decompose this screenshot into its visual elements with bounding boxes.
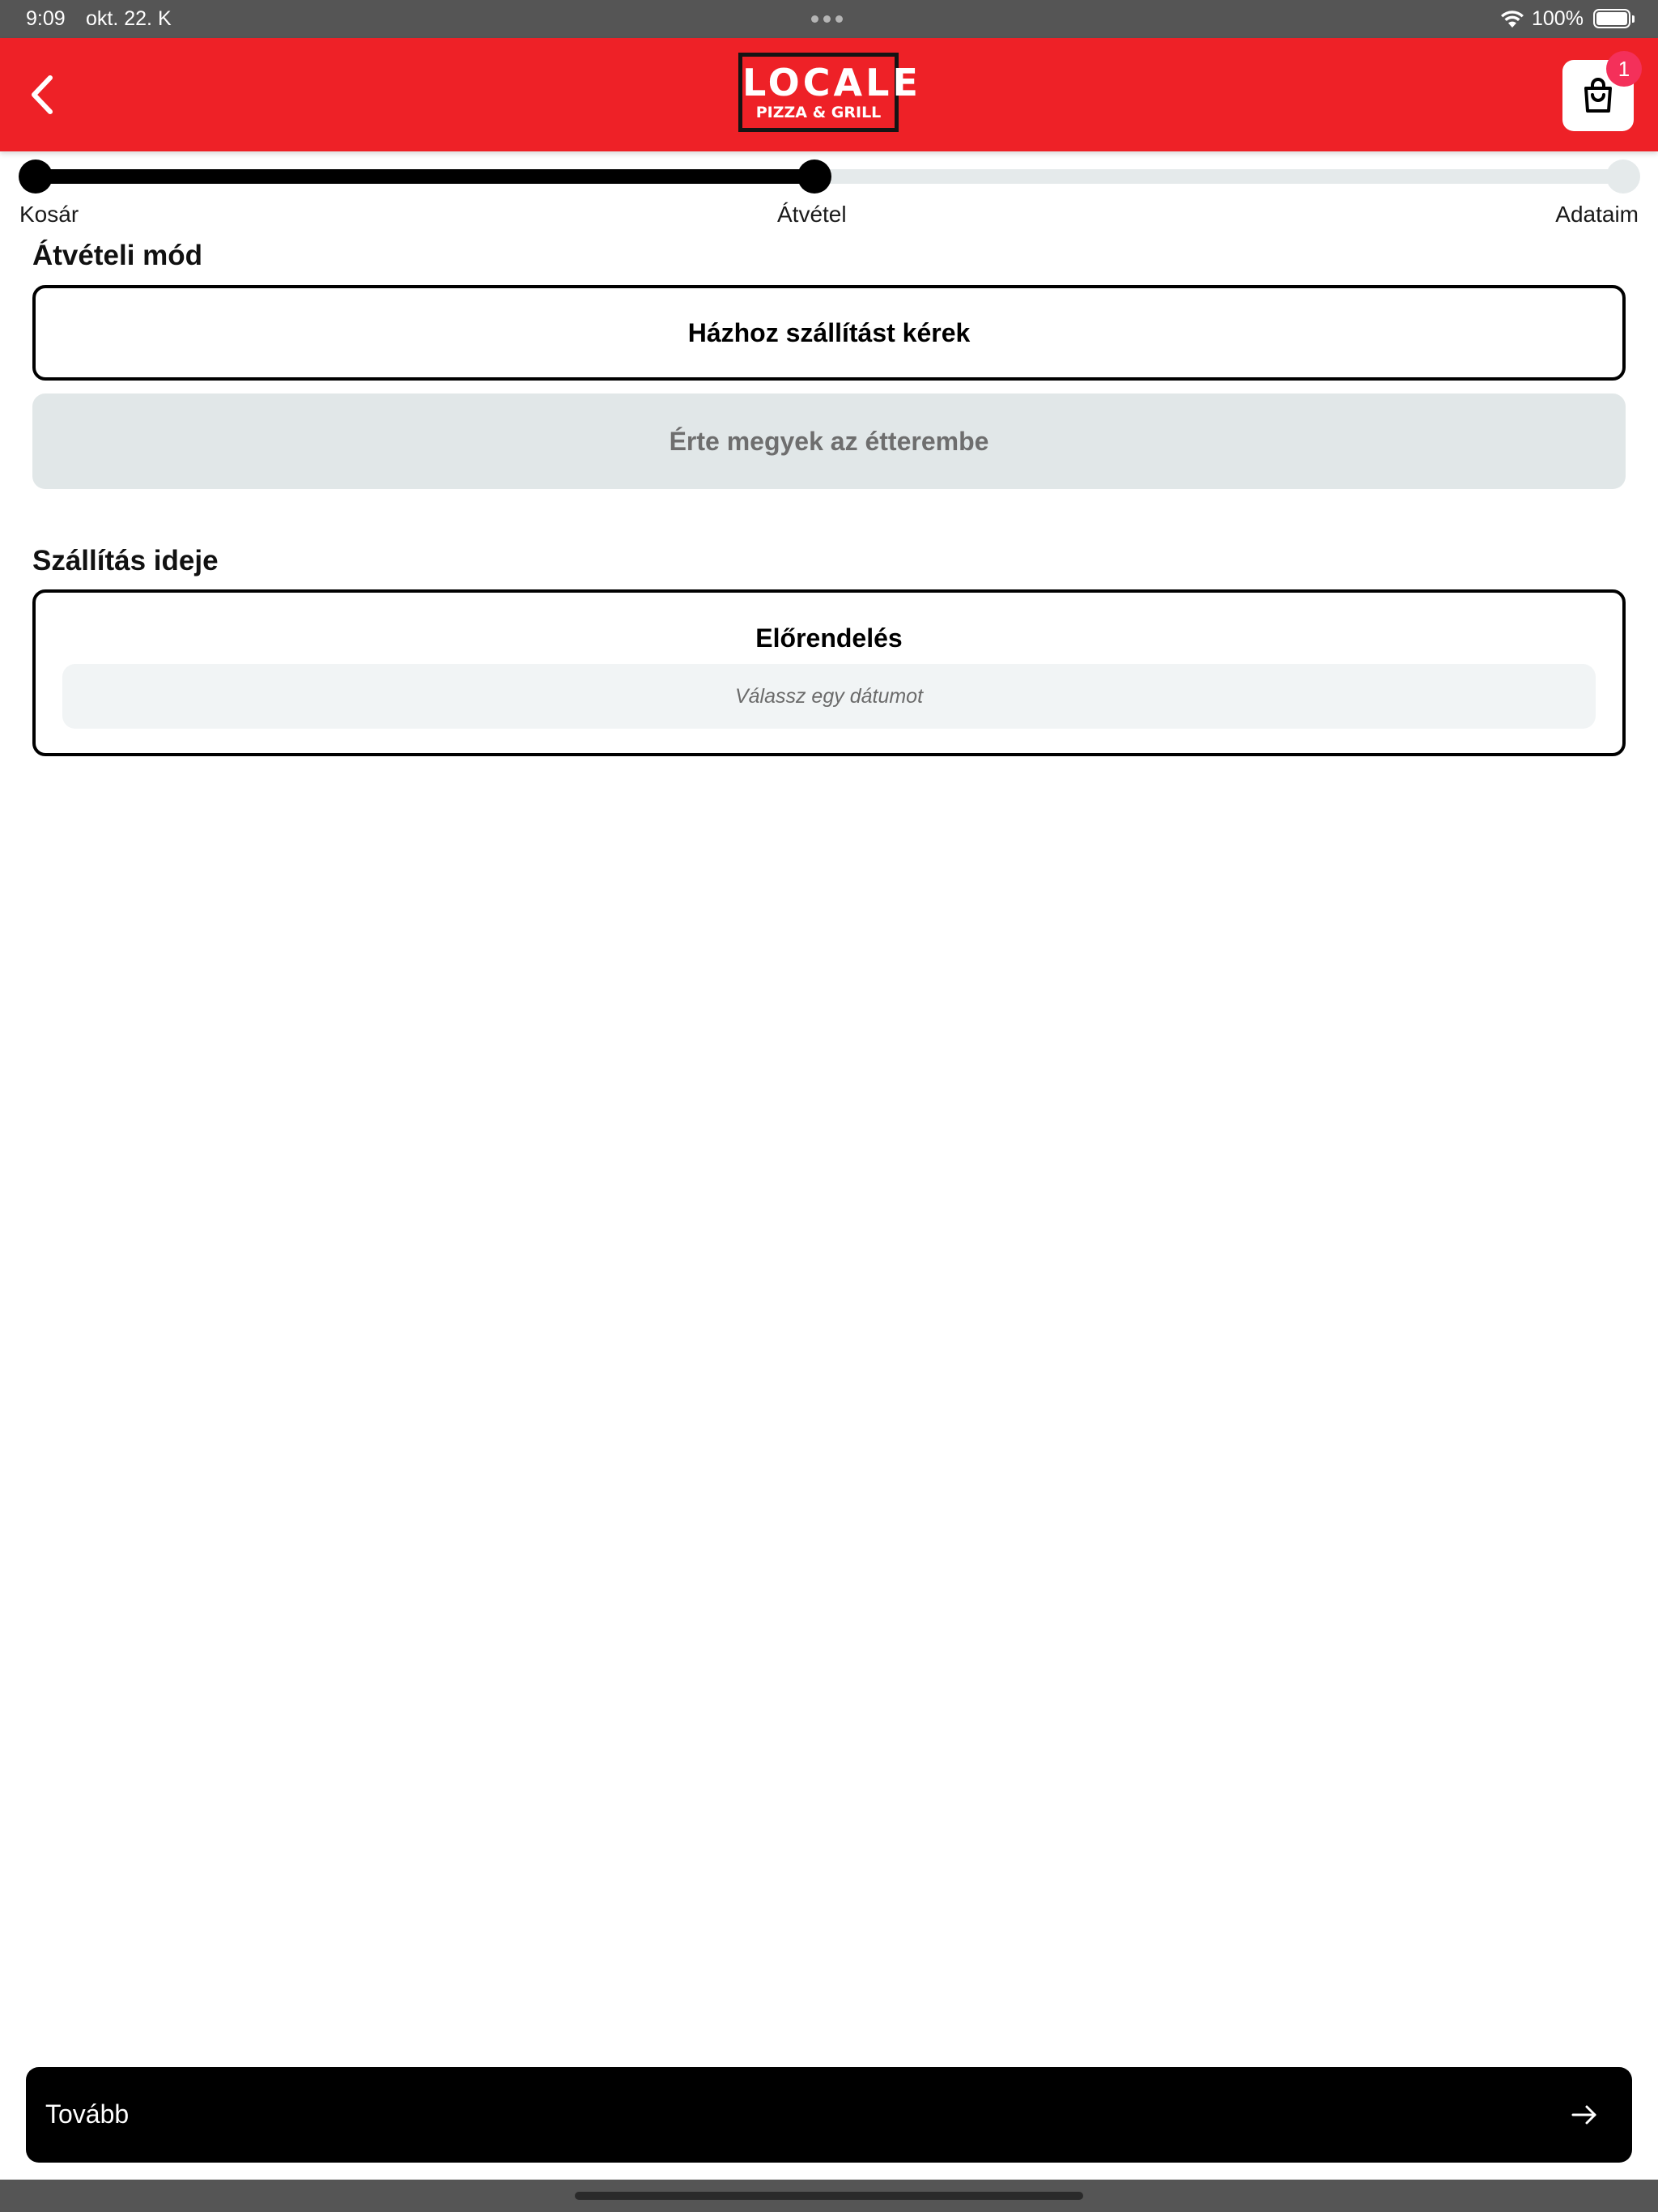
home-indicator-area [0, 2180, 1658, 2212]
step-dot-cart[interactable] [19, 160, 53, 194]
wifi-icon [1499, 8, 1525, 29]
status-date: okt. 22. K [86, 7, 172, 30]
next-button[interactable] [26, 2067, 1632, 2163]
next-button-label: Tovább [45, 2099, 130, 2129]
preorder-title: Előrendelés [755, 623, 903, 653]
pickup-section-title: Átvételi mód [32, 240, 203, 271]
home-indicator[interactable] [575, 2192, 1083, 2200]
arrow-right-icon [1571, 2101, 1598, 2129]
status-time: 9:09 [26, 7, 66, 30]
app-header [0, 38, 1658, 151]
step-label-pickup: Átvétel [777, 202, 847, 227]
battery-icon [1593, 9, 1630, 28]
chevron-left-icon [28, 73, 57, 117]
step-dot-details[interactable] [1606, 160, 1640, 194]
back-button[interactable] [19, 69, 65, 121]
stepper-progress [36, 169, 814, 184]
delivery-time-section-title: Szállítás ideje [32, 545, 219, 576]
shopping-bag-icon [1580, 77, 1616, 114]
logo-sub-text: PIZZA & GRILL [755, 104, 882, 121]
status-bar [0, 0, 1658, 38]
battery-percent: 100% [1532, 7, 1584, 30]
step-label-cart: Kosár [19, 202, 79, 227]
preorder-card[interactable] [32, 589, 1626, 756]
home-delivery-label: Házhoz szállítást kérek [687, 317, 971, 347]
date-placeholder: Válassz egy dátumot [734, 684, 924, 708]
checkout-stepper [0, 151, 1658, 240]
logo-main-text: LOCALE [742, 61, 921, 104]
step-dot-pickup[interactable] [797, 160, 831, 194]
step-label-details: Adataim [1555, 202, 1639, 227]
more-dots-icon[interactable] [811, 15, 843, 23]
home-delivery-option[interactable] [32, 285, 1626, 381]
brand-logo[interactable] [738, 53, 921, 132]
restaurant-pickup-label: Érte megyek az étterembe [669, 426, 989, 456]
restaurant-pickup-option[interactable] [32, 393, 1626, 489]
cart-count-badge: 1 [1606, 51, 1642, 87]
date-picker-field[interactable] [62, 664, 1596, 729]
